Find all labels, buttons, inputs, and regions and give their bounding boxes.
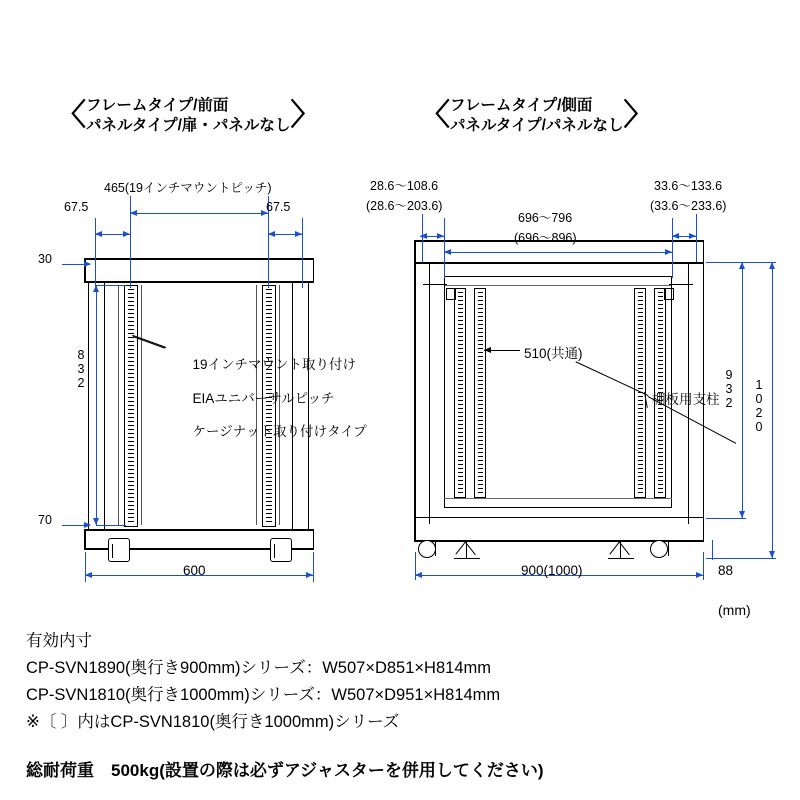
note-line-2: CP-SVN1890(奥行き900mm)シリーズ：W507×D851×H814mm <box>26 659 491 677</box>
side-adjuster-left-foot <box>454 558 480 559</box>
dim-600-label: 600 <box>183 563 206 578</box>
dim-832-arrow-up <box>93 285 99 292</box>
front-callout-text <box>170 340 367 458</box>
side-inner-bottom <box>444 507 672 508</box>
side-left-outer <box>414 240 416 540</box>
dim-465-line <box>130 213 268 214</box>
dim-top-span-2: (696～896) <box>514 231 577 245</box>
heading-front-line1: フレームタイプ/前面 <box>86 97 229 114</box>
dim-70-arrow <box>84 522 91 528</box>
side-base-top <box>414 517 704 518</box>
dim-right-range-arrow-b <box>689 233 696 239</box>
dim-right-range-leader <box>672 218 673 278</box>
dim-right-range-leader2 <box>696 214 697 262</box>
side-hook-left-arm <box>423 284 447 285</box>
dim-932-tick-top <box>706 262 746 263</box>
dim-510-label: 510(共通) <box>524 346 583 361</box>
dim-30-arrow <box>84 261 91 267</box>
side-adjuster-left-brace2 <box>455 541 466 554</box>
bracket-close-right: 〉 <box>623 99 654 132</box>
dim-top-span-arrow-right <box>665 249 672 255</box>
dim-left-range-arrow-b <box>437 233 444 239</box>
dim-932-arrow-down <box>739 511 745 518</box>
dim-right-range-1: 33.6～133.6 <box>654 179 723 193</box>
side-post-2-holes <box>478 292 483 494</box>
front-base-right <box>313 529 315 549</box>
front-callout-line1: 19インチマウント取り付け <box>192 356 357 372</box>
dim-675-right-arrow-a <box>268 231 275 237</box>
side-post-2 <box>474 288 486 498</box>
side-hook-right <box>664 288 674 300</box>
dim-900-label: 900(1000) <box>521 563 583 578</box>
dim-600-leader-right <box>313 552 314 582</box>
dim-top-span-1: 696～796 <box>518 211 573 225</box>
dim-832-line <box>96 285 97 525</box>
front-base-top <box>84 529 314 531</box>
dim-675-left-label: 67.5 <box>64 200 89 214</box>
load-note: 総耐荷重 500kg(設置の際は必ずアジャスターを併用してください) <box>26 761 544 780</box>
bracket-open-left: 〈 <box>56 99 86 132</box>
dim-832-arrow-down <box>93 518 99 525</box>
dim-832-tick-top <box>96 285 126 286</box>
dim-675-left-arrow-b <box>123 231 130 237</box>
side-caster-right-stem <box>668 540 669 556</box>
side-top-inner <box>414 262 704 264</box>
side-caster-right <box>650 540 668 558</box>
front-base-left <box>84 529 86 549</box>
dim-832-label: 832 <box>74 348 88 390</box>
dim-88-line <box>712 540 713 560</box>
heading-side-line1: フレームタイプ/側面 <box>450 97 593 114</box>
front-mount-rail-left <box>124 285 138 527</box>
dim-675-left-arrow-a <box>95 231 102 237</box>
dim-900-arrow-left <box>415 572 422 578</box>
shelf-post-label: 棚板用支柱 <box>652 392 720 407</box>
dim-top-span-arrow-left <box>444 249 451 255</box>
heading-side <box>420 96 653 136</box>
front-rail-left-edge2 <box>141 285 142 525</box>
dim-510-arrow <box>484 347 491 353</box>
side-hook-right-arm <box>669 284 693 285</box>
dim-600-arrow-right <box>306 572 313 578</box>
front-top-plate-top <box>84 258 314 260</box>
front-callout-line2: EIAユニバーサルピッチ <box>192 390 335 406</box>
side-hook-left <box>446 288 456 300</box>
heading-front-line2: パネルタイプ/扉・パネルなし <box>86 117 291 134</box>
dim-465-arrow-left <box>130 210 137 216</box>
dim-1020-arrow-down <box>769 551 775 558</box>
dim-900-arrow-right <box>696 572 703 578</box>
dim-88-label: 88 <box>718 563 734 578</box>
dim-1020-arrow-up <box>769 262 775 269</box>
dim-1020-tick-top <box>746 262 776 263</box>
heading-side-line2: パネルタイプ/パネルなし <box>450 117 624 134</box>
dim-1020-tick-bottom <box>706 558 776 559</box>
side-caster-left <box>418 540 436 558</box>
dim-932-tick-bottom <box>706 518 746 519</box>
dim-900-leader-right <box>703 552 704 580</box>
dim-left-range-1: 28.6～108.6 <box>370 179 439 193</box>
dim-top-span-line <box>444 252 672 253</box>
note-line-3: CP-SVN1810(奥行き1000mm)シリーズ：W507×D951×H814mm <box>26 686 501 704</box>
dim-30-label: 30 <box>38 252 52 266</box>
side-inner-top2 <box>444 285 672 286</box>
front-top-plate-right <box>313 258 315 282</box>
front-rail-left-edge <box>118 285 119 525</box>
side-left-inner <box>429 262 430 524</box>
side-caster-left-stem <box>435 540 436 556</box>
dim-465-label: 465(19インチマウントピッチ) <box>104 181 272 195</box>
side-adjuster-right-foot <box>608 558 634 559</box>
dim-932-label: 932 <box>722 368 736 410</box>
side-adjuster-right-brace2 <box>609 541 620 554</box>
heading-front <box>56 96 320 136</box>
bracket-open-right: 〈 <box>420 99 450 132</box>
front-caster-right-axle <box>274 544 275 558</box>
side-post-1-holes <box>458 292 463 494</box>
dim-left-range-2: (28.6～203.6) <box>366 199 443 213</box>
note-line-4: ※〔 〕内はCP-SVN1810(奥行き1000mm)シリーズ <box>26 713 400 731</box>
front-callout-line3: ケージナット取り付けタイプ <box>192 424 367 440</box>
bracket-close-left: 〉 <box>290 99 321 132</box>
side-inner-bottom2 <box>444 498 672 499</box>
dim-675-right-arrow-b <box>295 231 302 237</box>
dim-932-line <box>742 262 743 518</box>
dim-675-left-leader <box>95 218 96 288</box>
dim-70-label: 70 <box>38 513 52 527</box>
front-top-plate-bottom <box>84 281 314 283</box>
dim-675-right-label: 67.5 <box>266 200 291 214</box>
side-inner-left <box>444 276 445 508</box>
front-mount-rail-left-holes <box>128 289 134 523</box>
dim-932-arrow-up <box>739 262 745 269</box>
front-left-frame-outer <box>88 281 89 529</box>
dim-1020-line <box>772 262 773 558</box>
dim-675-right-leader <box>302 218 303 288</box>
dim-600-leader-left <box>85 552 86 582</box>
unit-label: (mm) <box>718 602 751 618</box>
front-left-frame-inner <box>104 281 105 529</box>
side-inner-top <box>444 276 672 277</box>
dim-600-arrow-left <box>85 572 92 578</box>
dim-1020-label: 1020 <box>752 378 766 434</box>
side-post-1 <box>454 288 466 498</box>
dim-832-tick-bottom <box>96 525 126 526</box>
dim-right-range-arrow-a <box>672 233 679 239</box>
note-line-1: 有効内寸 <box>26 632 92 650</box>
dim-left-range-arrow-a <box>420 233 427 239</box>
dim-right-range-2: (33.6～233.6) <box>650 199 727 213</box>
front-caster-left-axle <box>112 544 113 558</box>
